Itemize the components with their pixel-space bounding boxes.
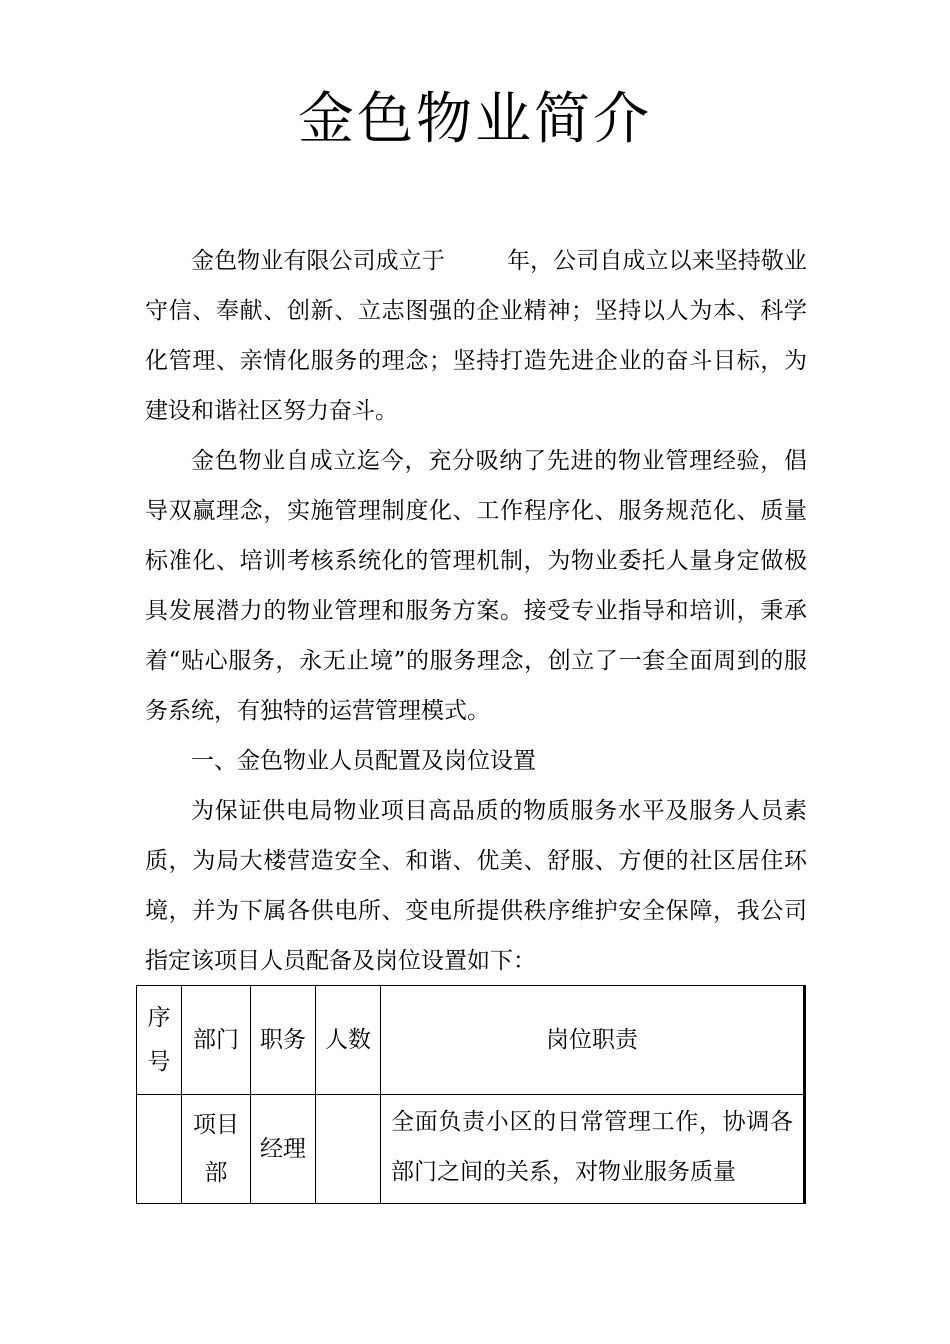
header-index: 序号: [137, 986, 182, 1095]
header-role: 职务: [251, 986, 316, 1095]
paragraph-intro: [145, 236, 807, 436]
cell-role: 经理: [251, 1095, 316, 1204]
staffing-table-wrapper: [136, 985, 806, 1204]
header-count: 人数: [316, 986, 381, 1095]
table-row: [137, 1095, 805, 1204]
header-department: 部门: [182, 986, 251, 1095]
staffing-table: [136, 985, 806, 1204]
table-header-row: [137, 986, 805, 1095]
header-duty: 岗位职责: [381, 986, 805, 1095]
cell-index: [137, 1095, 182, 1204]
paragraph-staffing: 为保证供电局物业项目高品质的物质服务水平及服务人员素质，为局大楼营造安全、和谐、优美、舒服、方便的社区居住环境，并为下属各供电所、变电所提供秩序维护安全保障，我公司指定该项目人员配备及岗位设置如下：: [145, 798, 807, 974]
intro-text-before-year: 金色物业有限公司成立于: [191, 248, 445, 274]
intro-text-after-year: 年，公司自成立以来坚持敬业守信、奉献、创新、立志图强的企业精神；坚持以人为本、科学化管理、亲情化服务的理念；坚持打造先进企业的奋斗目标，为建设和谐社区努力奋斗。: [145, 248, 808, 424]
paragraph-development: 金色物业自成立迄今，充分吸纳了先进的物业管理经验，倡导双赢理念，实施管理制度化、工作程序化、服务规范化、质量标准化、培训考核系统化的管理机制，为物业委托人量身定做极具发展潜力的物业管理和服务方案。接受专业指导和培训，秉承着“贴心服务，永无止境”的服务理念，创立了一套全面周到的服务系统，有独特的运营管理模式。: [145, 448, 807, 724]
cell-department: 项目部: [182, 1095, 251, 1204]
document-title: 金色物业简介: [298, 87, 652, 152]
document-body: [145, 236, 807, 986]
cell-count: [316, 1095, 381, 1204]
cell-duty: 全面负责小区的日常管理工作，协调各部门之间的关系，对物业服务质量: [381, 1095, 805, 1204]
section-heading-staffing: 一、金色物业人员配置及岗位设置: [191, 748, 536, 774]
